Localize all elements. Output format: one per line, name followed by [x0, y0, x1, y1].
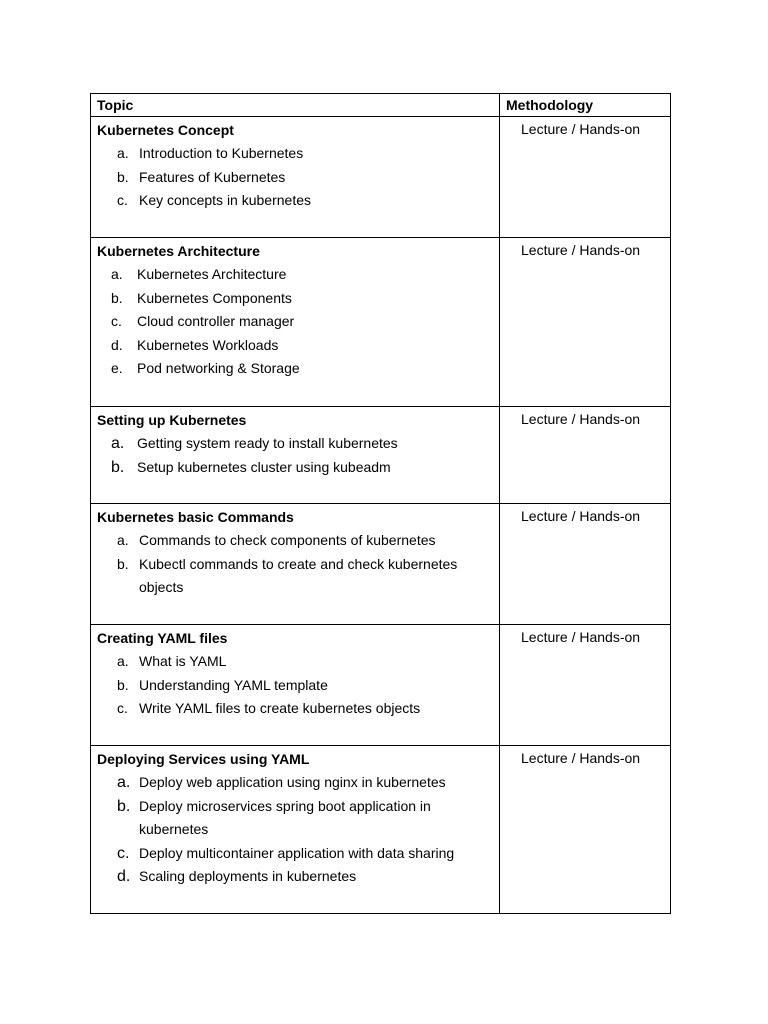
topic-cell	[91, 746, 500, 914]
list-item	[97, 865, 493, 889]
list-item	[97, 674, 493, 698]
list-item	[97, 166, 493, 190]
list-item-text: Kubernetes Architecture	[137, 266, 287, 282]
methodology-column-header	[500, 94, 671, 117]
list-marker: a.	[117, 774, 131, 791]
list-item	[97, 263, 493, 287]
list-marker: e.	[111, 360, 123, 377]
topic-title: Kubernetes Concept	[97, 122, 234, 138]
subtopic-list	[97, 650, 493, 721]
list-item	[97, 529, 493, 553]
table-row	[91, 746, 671, 914]
list-item-text: Write YAML files to create kubernetes objects	[139, 700, 421, 717]
list-item	[97, 553, 493, 600]
list-item-text: Cloud controller manager	[137, 313, 295, 330]
list-item-text: Commands to check components of kubernetes	[139, 532, 436, 548]
list-item-text: Scaling deployments in kubernetes	[139, 868, 357, 885]
methodology-cell: Lecture / Hands-on	[500, 407, 671, 504]
list-item-text: Features of Kubernetes	[139, 168, 286, 185]
table-row	[91, 625, 671, 746]
list-item-text: Deploy web application using nginx in kubernetes	[139, 774, 446, 790]
subtopic-list	[97, 432, 493, 479]
list-marker: d.	[117, 868, 131, 886]
list-item	[97, 842, 493, 866]
list-marker: b.	[111, 289, 123, 306]
table-row	[91, 504, 671, 625]
list-marker: a.	[117, 653, 129, 669]
subtopic-list	[97, 529, 493, 600]
list-item	[97, 456, 493, 480]
topic-header-label: Topic	[97, 97, 134, 113]
topic-cell	[91, 625, 500, 746]
list-item-text: Understanding YAML template	[139, 676, 328, 693]
list-marker: b.	[117, 168, 129, 185]
list-item-text: What is YAML	[139, 653, 227, 669]
list-item-text: Pod networking & Storage	[137, 360, 300, 377]
list-item	[97, 650, 493, 674]
list-item	[97, 334, 493, 358]
methodology-cell: Lecture / Hands-on	[500, 746, 671, 914]
list-item-text: Kubectl commands to create and check kubernetes objects	[139, 555, 458, 596]
methodology-header-label: Methodology	[506, 97, 594, 113]
list-item	[97, 142, 493, 166]
topic-title: Kubernetes basic Commands	[97, 509, 294, 525]
list-marker: a.	[117, 532, 129, 548]
subtopic-list	[97, 263, 493, 381]
list-item-text: Getting system ready to install kubernetes	[137, 435, 398, 451]
table-row	[91, 238, 671, 407]
list-item-text: Kubernetes Workloads	[137, 336, 279, 353]
subtopic-list	[97, 142, 493, 213]
methodology-cell: Lecture / Hands-on	[500, 504, 671, 625]
list-item	[97, 357, 493, 381]
list-item-text: Introduction to Kubernetes	[139, 145, 304, 161]
list-marker: d.	[111, 336, 123, 353]
list-item-text: Deploy microservices spring boot application in kubernetes	[139, 797, 431, 838]
methodology-cell: Lecture / Hands-on	[500, 625, 671, 746]
topic-title: Kubernetes Architecture	[97, 243, 260, 259]
topic-title: Creating YAML files	[97, 630, 228, 646]
topic-cell	[91, 407, 500, 504]
list-item-text: Setup kubernetes cluster using kubeadm	[137, 458, 391, 475]
list-item	[97, 697, 493, 721]
topic-title: Deploying Services using YAML	[97, 751, 310, 767]
methodology-cell: Lecture / Hands-on	[500, 238, 671, 407]
table-row	[91, 117, 671, 238]
list-marker: b.	[117, 555, 129, 572]
list-item	[97, 771, 493, 795]
table-row	[91, 407, 671, 504]
topic-cell	[91, 504, 500, 625]
methodology-cell: Lecture / Hands-on	[500, 117, 671, 238]
list-item-text: Deploy multicontainer application with data sharing	[139, 844, 455, 861]
list-marker: b.	[111, 458, 125, 476]
topic-title: Setting up Kubernetes	[97, 412, 247, 428]
topic-column-header	[91, 94, 500, 117]
list-item	[97, 795, 493, 842]
topic-cell	[91, 117, 500, 238]
list-item	[97, 310, 493, 334]
list-marker: c.	[111, 313, 122, 330]
list-item	[97, 189, 493, 213]
subtopic-list	[97, 771, 493, 889]
list-marker: c.	[117, 700, 128, 717]
list-marker: b.	[117, 797, 131, 815]
list-item-text: Kubernetes Components	[137, 289, 292, 306]
list-marker: b.	[117, 676, 129, 693]
list-marker: a.	[111, 266, 123, 282]
list-item	[97, 432, 493, 456]
table-header-row	[91, 94, 671, 117]
list-item-text: Key concepts in kubernetes	[139, 192, 311, 209]
list-marker: a.	[111, 435, 125, 452]
list-marker: a.	[117, 145, 129, 161]
topic-cell	[91, 238, 500, 407]
list-marker: c.	[117, 844, 130, 862]
list-marker: c.	[117, 192, 128, 209]
list-item	[97, 287, 493, 311]
course-topics-table	[90, 93, 671, 914]
